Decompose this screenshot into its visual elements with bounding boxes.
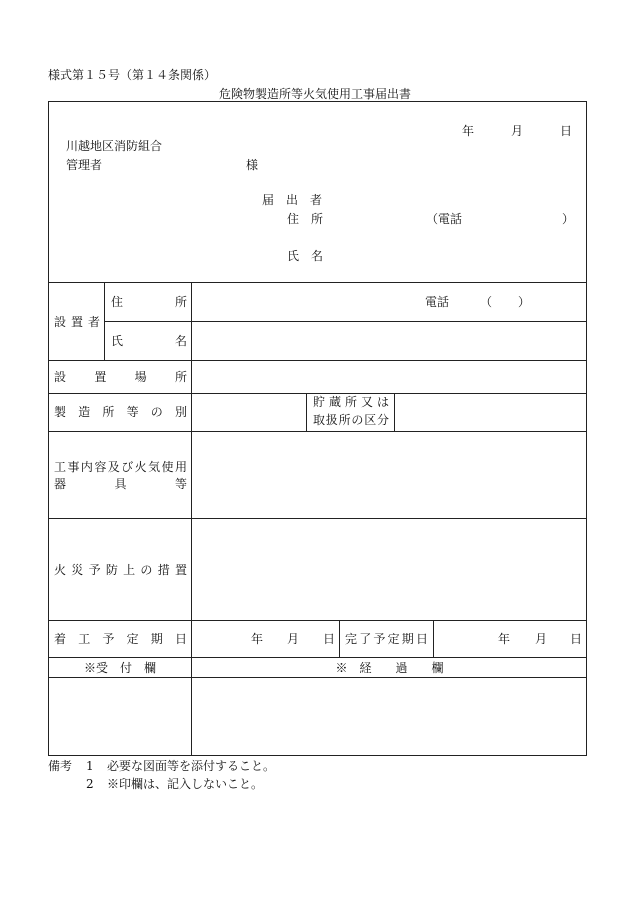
- fire-prevention-label: 火災予防上の措置: [54, 563, 187, 577]
- date-year: 年: [462, 124, 475, 138]
- completion-date-day: 日: [570, 632, 583, 646]
- installer-name-label: 氏名: [111, 334, 187, 348]
- completion-date-label: 完了予定期日: [345, 632, 428, 646]
- reception-label: ※受 付 欄: [83, 661, 156, 675]
- recipient-org: 川越地区消防組合: [66, 139, 163, 153]
- date-month: 月: [511, 124, 524, 138]
- storage-class-line2: 取扱所の区分: [313, 413, 389, 427]
- storage-class-line1: 貯蔵所又は: [313, 395, 389, 409]
- installer-phone-paren-close: ）: [518, 295, 531, 309]
- note-2-text: ※印欄は、記入しないこと。: [107, 777, 264, 791]
- phone-label: （電話: [426, 212, 463, 226]
- notes-label: 備考: [48, 759, 73, 773]
- location-label: 設置場所: [54, 370, 187, 384]
- honorific: 様: [246, 158, 259, 172]
- note-1-text: 必要な図面等を添付すること。: [107, 759, 276, 773]
- work-content-line2: 器具等: [54, 477, 187, 491]
- facility-type-label: 製造所等の別: [54, 405, 187, 419]
- address-label: 住 所: [287, 212, 324, 226]
- date-day: 日: [560, 124, 573, 138]
- progress-label: ※ 経 過 欄: [335, 661, 444, 675]
- installer-phone-label: 電話: [425, 295, 450, 309]
- start-date-day: 日: [323, 632, 336, 646]
- installer-label: 設置者: [54, 315, 100, 329]
- name-label: 氏 名: [287, 249, 324, 263]
- note-2-num: 2: [86, 777, 94, 791]
- start-date-year: 年: [251, 632, 264, 646]
- note-1-num: 1: [86, 759, 94, 773]
- work-content-line1: 工事内容及び火気使用: [54, 460, 187, 474]
- phone-close: ）: [562, 212, 575, 226]
- recipient-role: 管理者: [66, 158, 103, 172]
- form-number: 様式第１５号（第１４条関係）: [48, 68, 217, 82]
- form-title: 危険物製造所等火気使用工事届出書: [218, 87, 411, 101]
- start-date-label: 着工予定期日: [54, 632, 187, 646]
- installer-phone-paren-open: （: [480, 295, 493, 309]
- start-date-month: 月: [287, 632, 300, 646]
- applicant-label: 届 出 者: [262, 193, 323, 207]
- completion-date-month: 月: [535, 632, 548, 646]
- completion-date-year: 年: [498, 632, 511, 646]
- installer-address-label: 住所: [111, 295, 187, 309]
